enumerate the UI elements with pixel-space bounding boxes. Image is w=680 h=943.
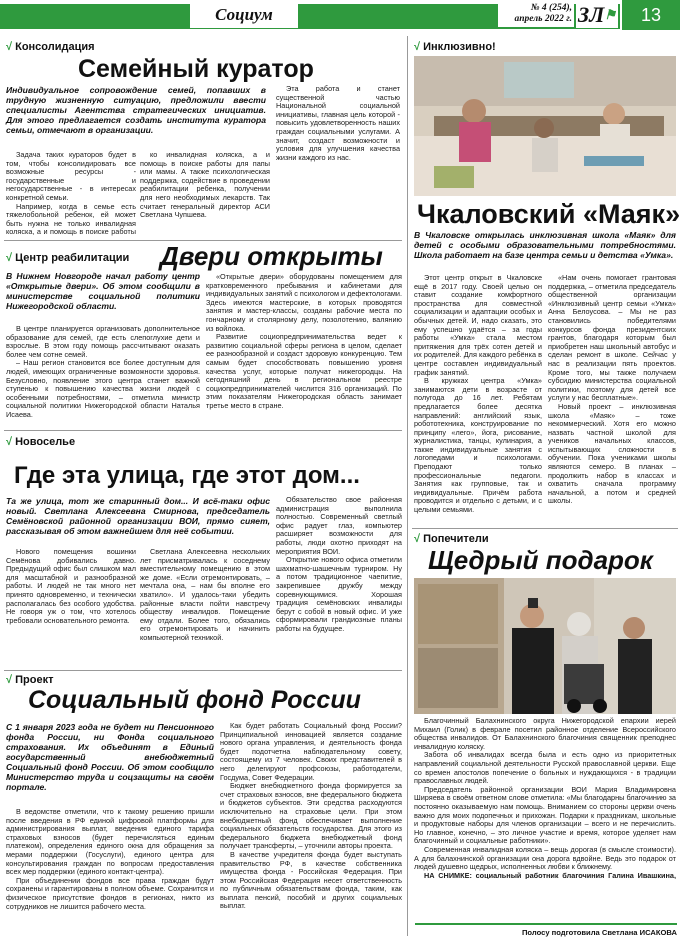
photo-caption: НА СНИМКЕ: социальный работник благочиния Галина Ивашкина, [424,870,676,879]
page-header [0,0,680,30]
rubric-label: Консолидация [15,41,95,53]
paragraph: Как будет работать Социальный фонд России? Принципиальной инновацией является создание нового органа управления, и деятельность фонда будет подотчетна наблюдательному совету, состоящему из 7 человек. Своих представителей в него делегируют профсоюзы, работодатели, Госдума, Совет Федерации. [220,722,402,782]
text-kurator-col3 [276,85,400,237]
logo-text: ЗЛ [578,2,605,27]
paragraph: В ведомстве отметили, что к такому решению пришли после введения в РФ единой цифровой платформы для администрирования выплат, введения единого тарифа страховых взносов (будет перечисляться единым платежом), определения единого окна для обращения за мерами поддержки (Госуслуги), единого центра для консультирования граждан по вопросам предоставления всех мер поддержки (единого контакт-центра). [6,808,214,877]
divider [412,528,678,529]
paragraph: Новый проект – инклюзивная школа «Маяк» – тоже некоммерческий. Хотя его можно назвать частной школой для учеников начальных классов, испытывающих сложности в обучении. Пока учениками школы являются семеро. В планах – продолжить набор в классах и охватить сначала программу начальной, а потом и средней школы. [548,401,676,506]
text-ulitsa-col1 [6,548,136,666]
paragraph: Председатель районной организации ВОИ Мария Владимировна Ширяева в своём ответном слове отметила: «Мы благодарны благочинию за постоянно оказываемую нам помощь. Вниманием со стороны церкви очень важно для моих подопечных и прихожан. Подарки к праздникам, школьные и продуктовые наборы для членов организации – всего и не перечислить. Но главное, конечно, – это личное участие и время, которое уделяет нам благочинный и социальные работники». [414,784,676,846]
headline-dveri: Двери открыты [160,241,383,271]
rubric-label: Проект [15,674,54,686]
text-fond-col1 [6,808,214,940]
check-icon: √ [6,41,13,53]
page-number: 13 [622,0,680,30]
paragraph: Бюджет внебюджетного фонда формируется за счет страховых взносов, вне федерального бюджета и бюджетов субъектов. Эти средства расходуются исключительно на страховые цели. При этом внебюджетный фонд обеспечивает выполнение социальных обязательств государства. Для этого из федерального бюджета внебюджетный фонд получает трансферты, – уточнили авторы проекта. [220,781,402,851]
headline-podarok: Щедрый подарок [428,545,653,575]
column-divider [407,36,408,936]
paragraph: – Наш регион становится все более доступным для людей, имеющих ограниченные возможности здоровья. Безусловно, появление этого центра станет важной ступенью к повышению качества жизни людей с особенными потребностями, – отметила министр социальной политики Нижегородской области Наталья Исаева. [6,358,200,419]
rubric-podarok [414,533,489,545]
text-dveri-col1 [6,325,200,425]
rubric-ulitsa [6,436,75,448]
lead-ulitsa: Та же улица, тот же старинный дом... И всё-таки офис новый. Светлана Алексеевна Смирнова, председатель Семёновской районной организации ВОИ, прямо сияет, рассказывая об этом важнейшем для неё событии. [6,496,270,536]
classroom-photo-image [414,56,676,196]
headline-ulitsa: Где эта улица, где этот дом... [14,462,360,489]
rubric-kurator [6,41,95,53]
paragraph: Современная инвалидная коляска – вещь дорогая (в смысле стоимости). А для балахнинской организации она дорога вдвойне. Ведь это подарок от людей душевно щедрых, исполненных любви к ближнему. [414,844,676,872]
paragraph: Светлана Алексеевна нескольких лет присматривалась к соседнему вместительному помещению в этом же доме. «Если отремонтировать, – мечтала она, – нам бы вполне его хватило». И удалось-таки убедить районные власти пойти навстречу обществу инвалидов. Помещение ему отдали. Более того, обязались его отремонтировать и начинить компьютерной техникой. [140,548,270,642]
paragraph: Открытие нового офиса отметили шахматно-шашечным турниром. Ну а потом традиционное чаепитие, закрепившее дружбу между соревнующимися. Хорошая традиция семёновских инвалиды берут с собой в новый офис. И уже сформировали грандиозные планы работы на будущее. [276,555,402,633]
paragraph: Благочинный Балахнинского округа Нижегородской епархии иерей Михаил (Голик) в феврале посетил районное отделение Всероссийского общества инвалидов. От Балахнинского благочиния священник преподнес инвалидную коляску. [414,717,676,751]
lead-fond: С 1 января 2023 года не будет ни Пенсионного фонда России, ни Фонда социального страхования. Их объединят в Единый государственный внебюджетный Социальный фонд России. Об этом сообщило Министерство труда и соцзащиты на своём портале. [6,722,214,792]
rubric-inkluziv [414,41,496,53]
check-icon: √ [6,436,13,448]
rubric-label: Центр реабилитации [15,252,130,264]
text-podarok [414,717,676,879]
paragraph: Развитие социопредпринимательства ведет к развитию социальной сферы региона в целом, сделает ее разнообразной и создаст здоровую конкуренцию. Тем самым будет способствовать повышению уровня качества услуг, которые получат нижегородцы. На сегодняшний день в региональном реестре социопредпринимателей числится 316 организаций. По этим показателям Нижегородская область занимает третье место в стране. [206,332,402,410]
text-inkluziv-col2 [548,274,676,524]
paragraph: В качестве учредителя фонда будет выступать правительство РФ, в качестве собственника имущества фонда - Российская Федерация. При этом Российская Федерация несет ответственность по публичным обязательствам фонда, таким, как выплата пенсий, пособий и других социальных выплат. [220,849,402,911]
text-kurator-col1 [6,151,136,237]
paragraph: Забота об инвалидах всегда была и есть одно из приоритетных направлений социальной деятельности Русской православной церкви. Еще со времен апостолов попечение о больных и нуждающихся - в традиции православных людей. [414,750,676,786]
page-credit: Полосу подготовила Светлана ИСАКОВА [415,923,677,939]
text-ulitsa-col3 [276,496,402,666]
divider [4,670,402,671]
rubric-fond [6,674,53,686]
flag-icon: ⚑ [604,7,616,22]
lead-inkluziv: В Чкаловске открылась инклюзивная школа «Маяк» для детей с особыми образовательными потребностями. Школа работает на базе центра семьи и детства «Умка». [414,230,676,260]
lead-dveri: В Нижнем Новгороде начал работу центр «Открытые двери». Об этом сообщили в министерстве социальной политики Нижегородской области. [6,271,200,311]
divider [4,430,402,431]
check-icon: √ [414,41,421,53]
paragraph: ко инвалидная коляска, а и помощь в поиске работы для папы или мамы. А также психологическая поддержка, содействие в проведении реабилитации ребенка, получении для него необходимых лекарств. Так считает генеральный директор АСИ Светлана Чупшева. [140,151,270,220]
check-icon: √ [6,252,13,264]
rubric-label: Попечители [423,533,489,545]
headline-inkluziv: Чкаловский «Маяк» [417,199,680,229]
text-ulitsa-col2 [140,548,270,666]
paragraph: При объединении фондов все права граждан будут сохранены и гарантированы в полном объеме. Сохранится и физическое присутствие фондов в регионах, никто из сотрудников не лишится рабочего места. [6,875,214,911]
gift-photo-image [414,578,676,714]
rubric-label: Новоселье [15,436,76,448]
issue-label: № 4 (254), апрель 2022 г. [498,3,574,27]
paragraph: В центре планируется организовать дополнительное образование для семей, где есть слепоглухие дети и взрослые. В этом году помощь рассчитывают оказать более чем сотне семей. [6,325,200,359]
paragraph: Обязательство свое районная администрация выполнила полностью. Современный светлый офис радует глаз, компьютер расширяет возможности для работы, люди охотно приходят на мероприятия ВОИ. [276,496,402,556]
text-inkluziv-col1 [414,274,542,524]
rubric-dveri [6,252,129,264]
photo-gift [414,578,676,714]
headline-fond: Социальный фонд России [28,686,361,714]
text-dveri-col2 [206,273,402,425]
paragraph: Нового помещения вошинки Семёнова добивались давно. Предыдущий офис был слишком мал для масштабной и разнообразной работы. И людей не так много нет принято одновременно, и технически располагалась без особого удобства. Не говоря уж о том, что хотелось требовали основательного ремонта. [6,548,136,625]
paragraph: Задача таких кураторов будет в том, чтобы консолидировать все возможные ресурсы - государственные и негосударственные - в интересах конкретной семьи. [6,151,136,202]
photo-classroom [414,56,676,196]
rubric-label: Инклюзивно! [423,41,496,53]
section-title: Социум [190,2,298,28]
text-kurator-col2 [140,151,270,237]
paragraph: Эта работа и станет существенной частью Национальной социальной инициативы, главная цель которой - повысить удовлетворенность наших граждан социальными услугами. А значит, создаст возможности и условия для улучшения качества жизни каждого из нас. [276,85,400,162]
headline-kurator: Семейный куратор [78,55,314,83]
paragraph: В кружках центра «Умка» занимаются дети в возрасте от полугода до 16 лет. Ребятам предлагается более десятка направлений: английский язык, робототехника, конструирование по принципу «лего», йога, рисование, журналистика, танцы, кулинария, а также индивидуальные занятия с логопедами и психологами. Преподают только профессиональные педагоги. Занятия как групповые, так и индивидуальные. Причём работа проводится и отдельно с детьми, и с целыми семьями. [414,376,542,515]
paragraph: «Открытые двери» оборудованы помещением для кратковременного пребывания и кабинетами для индивидуальных занятий с психологом и дефектологами. Здесь имеются мастерские, в которых проводятся занятия и мастер-классы, созданы рабочие места по гончарному и столярному делу, позолотению, валянию из войлока. [206,273,402,333]
paragraph: Например, когда в семье есть тяжелобольной ребенок, ей может быть нужна не только инвалидная коляска, а и помощь в поиске работы [6,201,136,237]
paragraph: «Нам очень помогает грантовая поддержка, – отметила председатель общественной организации «Инклюзивный центр семьи «Умка» Анна Белоусова. – Мы не раз становились победителями конкурсов фонда президентских грантов, благодаря которым был приобретен наш школьный автобус и сделан ремонт в школе. Сейчас у нас в реализации пять проектов. Кроме того, мы также получаем субсидию министерства социальной политики, поэтому для детей все услуги у нас бесплатные». [548,274,676,403]
check-icon: √ [6,674,13,686]
paragraph: Этот центр открыт в Чкаловске ещё в 2017 году. Своей целью он ставит создание комфортного пространства для совместной социализации и адаптации особых и обычных детей. И, надо сказать, это ему успешно удаётся – за годы работы «Умка» стала местом притяжения для трёх сотен детей и их родителей. Для каждого ребёнка в центре составлен индивидуальный график занятий. [414,274,542,377]
check-icon: √ [414,533,421,545]
newspaper-logo [576,2,618,28]
text-fond-col2 [220,722,402,940]
lead-kurator: Индивидуальное сопровождение семей, попавших в трудную жизненную ситуацию, предложили ввести специалисты Агентства стратегических инициатив. Для этого предлагается создать института куратора семьи, отмечают в организации. [6,85,266,135]
